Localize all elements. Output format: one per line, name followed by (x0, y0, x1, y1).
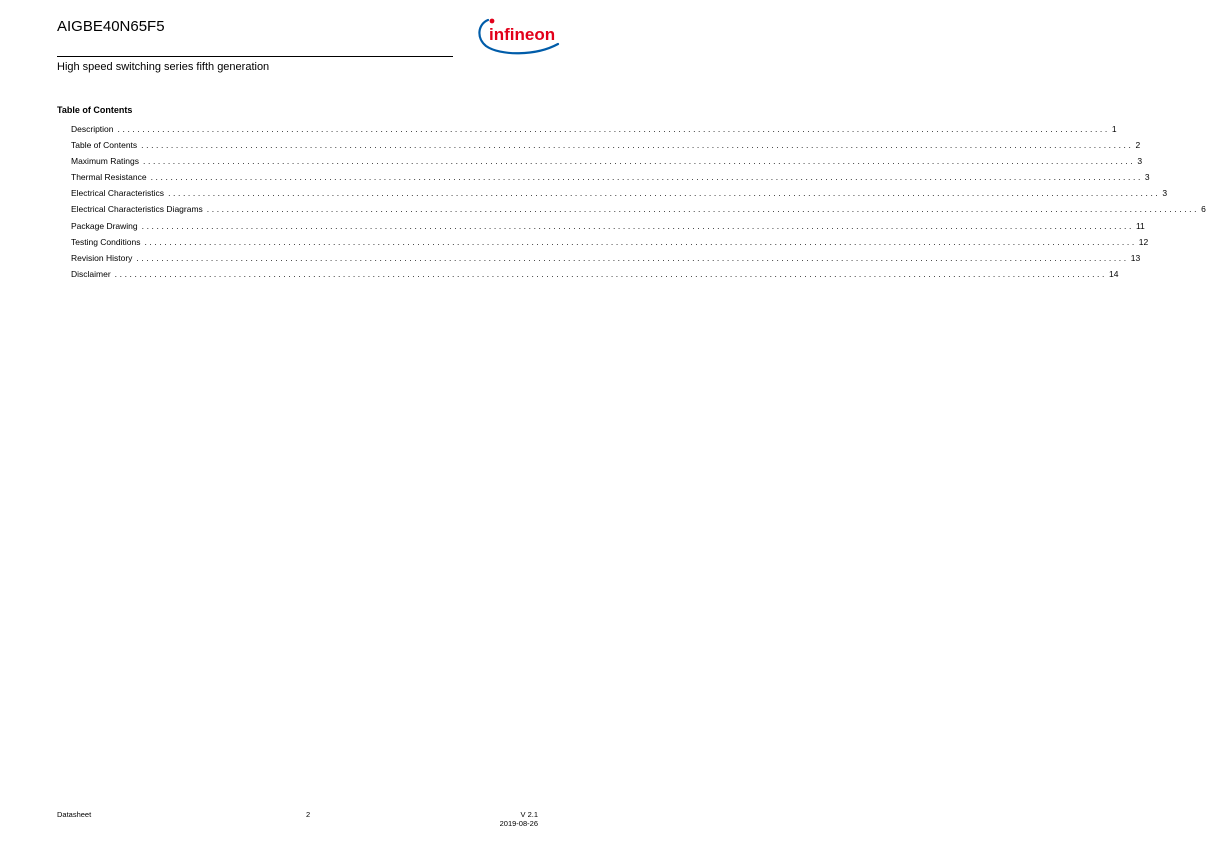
toc-entry-label[interactable]: Electrical Characteristics (71, 188, 165, 199)
toc-heading: Table of Contents (57, 105, 133, 115)
toc-entry[interactable] (71, 220, 1145, 237)
toc-dot-leader: ........................................................................................................................................................................................................ (143, 156, 1136, 167)
toc-entry-label[interactable]: Electrical Characteristics Diagrams (71, 204, 203, 215)
toc-entry-page[interactable]: 1 (1111, 124, 1117, 134)
toc-entry-page[interactable]: 3 (1162, 188, 1168, 199)
toc-entry[interactable] (71, 204, 1206, 220)
footer-version: V 2.1 (520, 810, 538, 819)
toc-dot-leader: ........................................................................................................................................................................................................ (206, 204, 1200, 215)
toc-dot-leader: ........................................................................................................................................................................................................ (168, 188, 1161, 199)
toc-dot-leader: ........................................................................................................................................................................................................ (114, 268, 1107, 279)
toc-entry[interactable] (71, 252, 1141, 269)
toc-entry-label[interactable]: Testing Conditions (71, 236, 141, 247)
infineon-logo (474, 14, 566, 56)
toc-entry[interactable] (71, 140, 1141, 156)
toc-dot-leader: ........................................................................................................................................................................................................ (136, 252, 1129, 263)
toc-entry-page[interactable]: 6 (1201, 204, 1206, 215)
page-title: AIGBE40N65F5 (57, 18, 165, 35)
footer-doc-type: Datasheet (57, 810, 92, 819)
toc-entry-label[interactable]: Thermal Resistance (71, 172, 147, 183)
toc-dot-leader: ........................................................................................................................................................................................................ (117, 124, 1110, 134)
footer-version-date (500, 810, 538, 828)
toc-entry[interactable] (71, 124, 1117, 140)
toc-dot-leader: ........................................................................................................................................................................................................ (144, 236, 1137, 247)
toc-entry-page[interactable]: 14 (1109, 268, 1119, 279)
toc-dot-leader: ........................................................................................................................................................................................................ (150, 172, 1143, 183)
toc-entry[interactable] (71, 268, 1119, 285)
toc-entry-page[interactable]: 12 (1138, 236, 1149, 247)
toc-entry[interactable] (71, 188, 1168, 204)
toc-entry-page[interactable]: 13 (1130, 252, 1141, 263)
toc-dot-leader: ........................................................................................................................................................................................................ (141, 140, 1134, 151)
toc-entry-label[interactable]: Table of Contents (71, 140, 138, 151)
toc-dot-leader: ........................................................................................................................................................................................................ (141, 220, 1134, 231)
toc-entry-label[interactable]: Disclaimer (71, 268, 111, 279)
logo-dot (490, 19, 495, 24)
header-rule (57, 56, 453, 57)
document-subtitle: High speed switching series fifth generation (57, 61, 270, 73)
toc-entry-page[interactable]: 2 (1135, 140, 1141, 151)
footer-page-number: 2 (306, 810, 311, 819)
toc-entry-page[interactable]: 3 (1137, 156, 1143, 167)
toc-entry-page[interactable]: 3 (1144, 172, 1150, 183)
toc-entry-label[interactable]: Package Drawing (71, 220, 138, 231)
toc-entry[interactable] (71, 156, 1143, 172)
toc-entry-label[interactable]: Description (71, 124, 114, 134)
toc-entry[interactable] (71, 172, 1150, 188)
toc-entry-page[interactable]: 11 (1135, 220, 1145, 231)
toc-entry[interactable] (71, 236, 1149, 253)
toc-entry-label[interactable]: Maximum Ratings (71, 156, 140, 167)
toc-list (71, 124, 1206, 285)
toc-entry-label[interactable]: Revision History (71, 252, 133, 263)
logo-wordmark: infineon (489, 25, 556, 44)
footer-date: 2019-08-26 (499, 819, 538, 828)
